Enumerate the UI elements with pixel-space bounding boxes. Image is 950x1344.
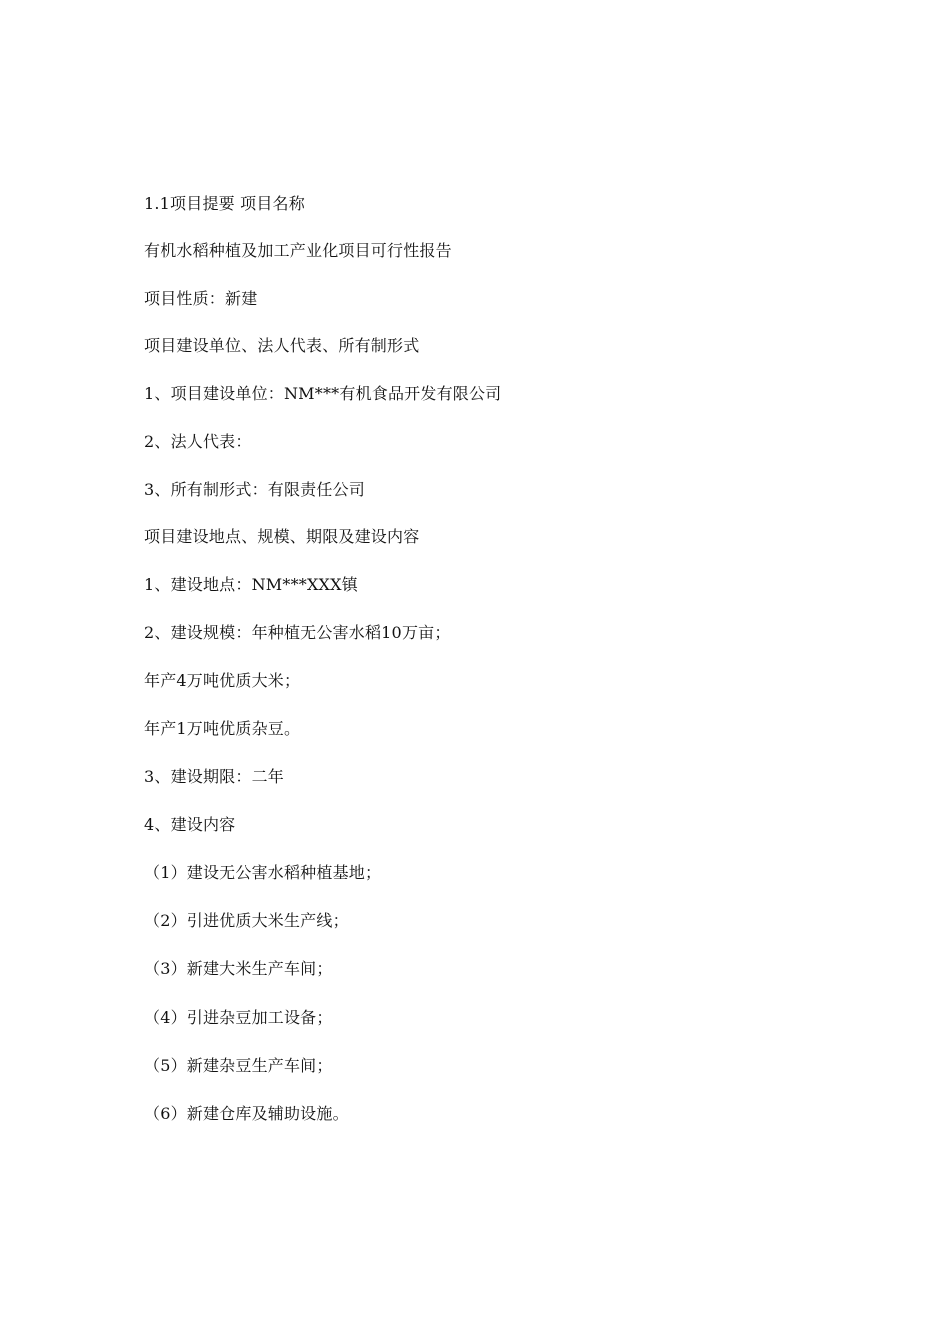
legal-representative: 2、法人代表： [144,432,252,451]
subheading-unit: 项目建设单位、法人代表、所有制形式 [144,336,420,355]
content-item-2: （2）引进优质大米生产线； [144,911,349,930]
annual-rice-output: 年产4万吨优质大米； [144,671,301,690]
annual-beans-output: 年产1万吨优质杂豆。 [144,719,301,738]
content-item-1: （1）建设无公害水稻种植基地； [144,863,382,882]
section-heading: 1.1项目提要 项目名称 [144,194,305,213]
subheading-location: 项目建设地点、规模、期限及建设内容 [144,527,420,546]
content-item-5: （5）新建杂豆生产车间； [144,1056,333,1075]
construction-site: 1、建设地点：NM***XXX镇 [144,575,358,594]
content-item-6: （6）新建仓库及辅助设施。 [144,1104,349,1123]
construction-content-heading: 4、建设内容 [144,815,236,834]
project-nature: 项目性质：新建 [144,289,258,308]
content-item-3: （3）新建大米生产车间； [144,959,333,978]
ownership-form: 3、所有制形式：有限责任公司 [144,480,365,499]
construction-unit: 1、项目建设单位：NM***有机食品开发有限公司 [144,384,502,403]
content-item-4: （4）引进杂豆加工设备； [144,1008,333,1027]
construction-period: 3、建设期限：二年 [144,767,284,786]
project-name: 有机水稻种植及加工产业化项目可行性报告 [144,241,452,260]
construction-scale: 2、建设规模：年种植无公害水稻10万亩； [144,623,451,642]
